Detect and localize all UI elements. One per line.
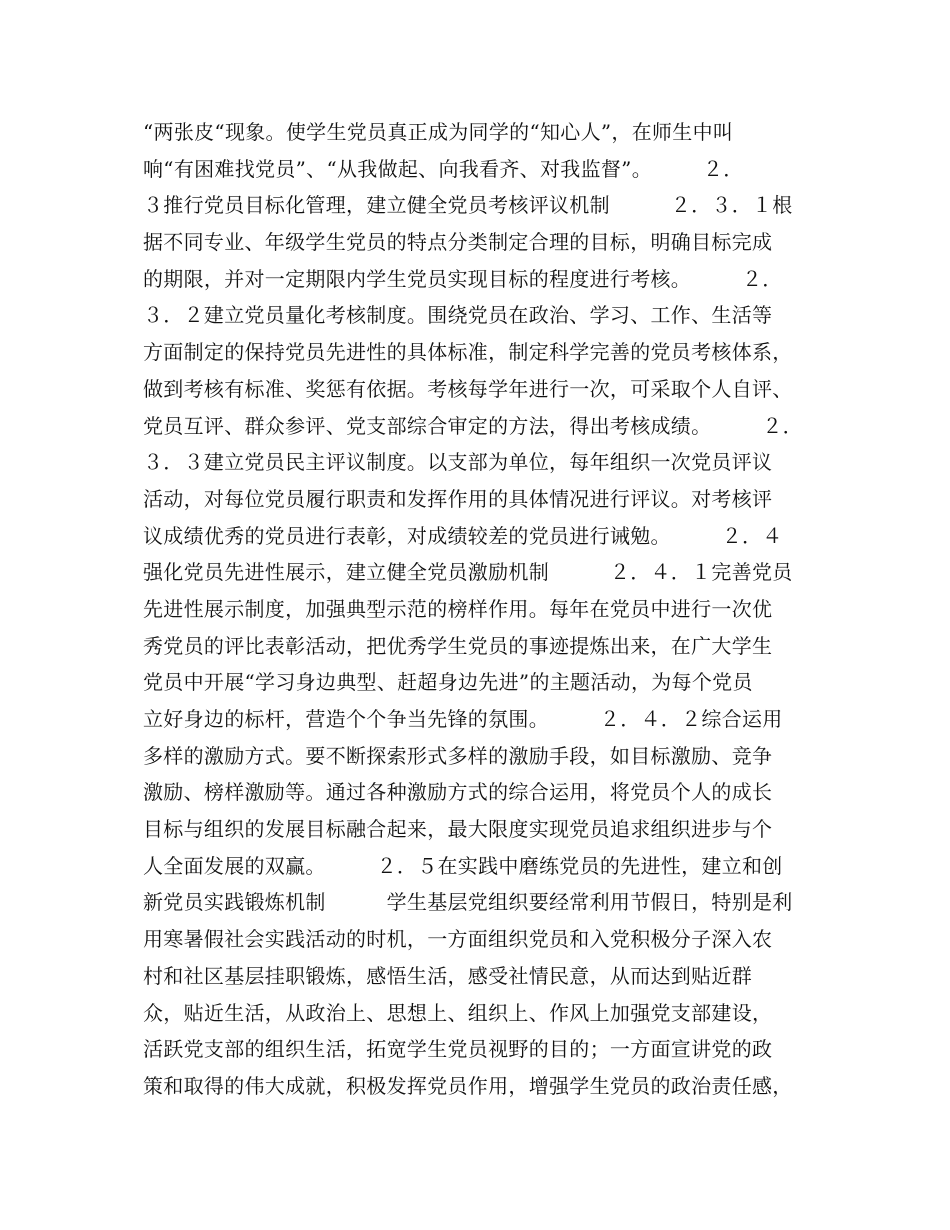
text-line: 先进性展示制度，加强典型示范的榜样作用。每年在党员中进行一次优 bbox=[143, 596, 773, 621]
text-line: 据不同专业、年级学生党员的特点分类制定合理的目标，明确目标完成 bbox=[143, 230, 773, 255]
text-line: ３．２建立党员量化考核制度。围绕党员在政治、学习、工作、生活等 bbox=[143, 303, 773, 328]
text-line: 人全面发展的双赢。 ２．５在实践中磨练党员的先进性，建立和创 bbox=[143, 853, 783, 878]
text-line: 策和取得的伟大成就，积极发挥党员作用，增强学生党员的政治责任感， bbox=[143, 1073, 793, 1098]
text-line: 活动，对每位党员履行职责和发挥作用的具体情况进行评议。对考核评 bbox=[143, 486, 773, 511]
text-line: 响“有困难找党员”、“从我做起、向我看齐、对我监督”。 ２． bbox=[143, 156, 744, 181]
text-line: 做到考核有标准、奖惩有依据。考核每学年进行一次，可采取个人自评、 bbox=[143, 376, 793, 401]
text-line: 秀党员的评比表彰活动，把优秀学生党员的事迹提炼出来，在广大学生 bbox=[143, 633, 773, 658]
text-line: 强化党员先进性展示，建立健全党员激励机制 ２．４．１完善党员 bbox=[143, 560, 793, 585]
text-line: “两张皮“现象。使学生党员真正成为同学的“知心人”，在师生中叫 bbox=[143, 120, 734, 144]
text-line: 目标与组织的发展目标融合起来，最大限度实现党员追求组织进步与个 bbox=[143, 817, 773, 842]
text-line: 党员互评、群众参评、党支部综合审定的方法，得出考核成绩。 ２． bbox=[143, 413, 803, 438]
text-line: 用寒暑假社会实践活动的时机，一方面组织党员和入党积极分子深入农 bbox=[143, 927, 773, 952]
text-line: 众，贴近生活，从政治上、思想上、组织上、作风上加强党支部建设， bbox=[143, 1000, 773, 1025]
text-line: 多样的激励方式。要不断探索形式多样的激励手段，如目标激励、竞争 bbox=[143, 743, 773, 768]
text-line: 方面制定的保持党员先进性的具体标准，制定科学完善的党员考核体系， bbox=[143, 340, 793, 365]
text-line: ３．３建立党员民主评议制度。以支部为单位，每年组织一次党员评议 bbox=[143, 450, 773, 475]
text-line: 村和社区基层挂职锻炼，感悟生活，感受社情民意，从而达到贴近群 bbox=[143, 963, 752, 988]
text-line: 激励、榜样激励等。通过各种激励方式的综合运用，将党员个人的成长 bbox=[143, 780, 773, 805]
text-line: 的期限，并对一定期限内学生党员实现目标的程度进行考核。 ２． bbox=[143, 266, 783, 291]
text-line: 活跃党支部的组织生活，拓宽学生党员视野的目的；一方面宣讲党的政 bbox=[143, 1037, 773, 1062]
text-line: 党员中开展“学习身边典型、赶超身边先进”的主题活动，为每个党员 bbox=[143, 670, 753, 695]
text-line: ３推行党员目标化管理，建立健全党员考核评议机制 ２．３．１根 bbox=[143, 193, 793, 218]
text-line: 立好身边的标杆，营造个个争当先锋的氛围。 ２．４．２综合运用 bbox=[143, 707, 783, 731]
body-text bbox=[143, 114, 833, 1105]
text-line: 新党员实践锻炼机制 学生基层党组织要经常利用节假日，特别是利 bbox=[143, 890, 793, 915]
text-line: 议成绩优秀的党员进行表彰，对成绩较差的党员进行诫勉。 ２．４ bbox=[143, 523, 783, 548]
